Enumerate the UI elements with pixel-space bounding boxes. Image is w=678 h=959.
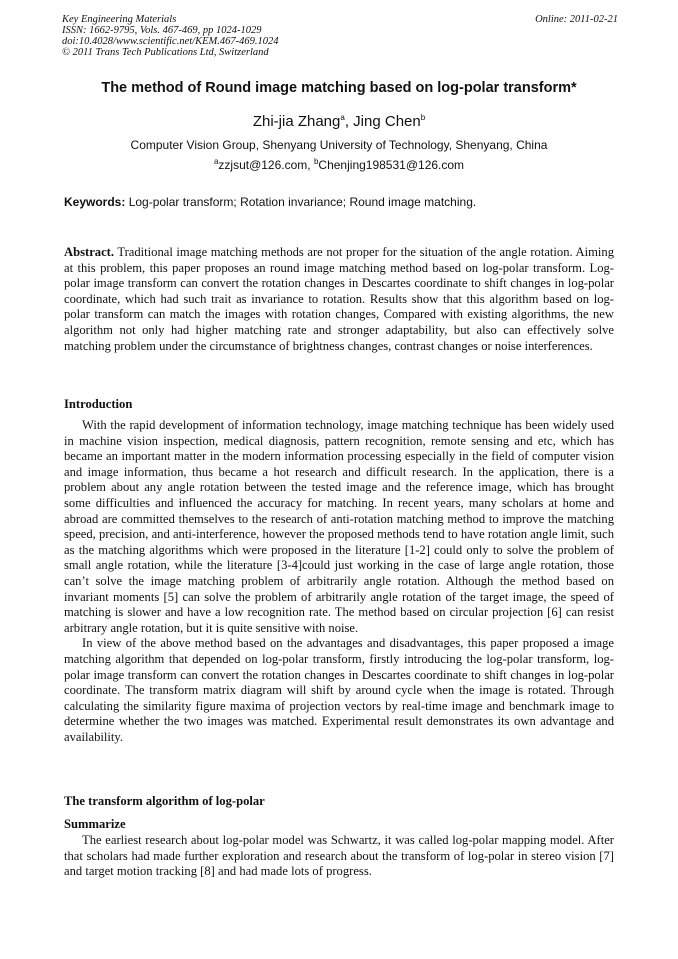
section-heading: The transform algorithm of log-polar — [64, 794, 265, 808]
affiliation: Computer Vision Group, Shenyang University of Technology, Shenyang, China — [130, 138, 548, 152]
running-header — [62, 14, 618, 58]
paper-title: The method of Round image matching based on log-polar transform* — [101, 80, 577, 96]
author-name: Jing Chen — [353, 113, 421, 130]
keywords-text: Log-polar transform; Rotation invariance; Round image matching. — [125, 195, 477, 209]
email-mark: b — [313, 157, 319, 166]
paragraph: The earliest research about log-polar model was Schwartz, it was called log-polar mapping model. After that scholars had made further exploration and research about the transform of log-polar in stereo vision [7] and target motion tracking [8] and had made lots of progress. — [64, 833, 614, 879]
abstract — [64, 245, 614, 354]
email-line — [40, 158, 638, 172]
section-heading: Introduction — [64, 397, 133, 411]
paragraph: In view of the above method based on the advantages and disadvantages, this paper proposed a image matching algorithm that depended on log-polar transform, firstly introducing the log-polar transform, log-polar image transform can convert the rotation changes in Descartes coordinate to shift changes in log-polar coordinate. The transform matrix diagram will shift by around cycle when the image is rotated. Through calculating the similarity figure maxima of projection vectors by real-time image and benchmark image to determine whether the two images was matched. Experimental result demonstrates its own advantage and availability. — [64, 636, 614, 744]
doi-line: doi:10.4028/www.scientific.net/KEM.467-469.1024 — [62, 36, 279, 47]
issn-line: ISSN: 1662-9795, Vols. 467-469, pp 1024-1029 — [62, 25, 262, 36]
email-mark: a — [213, 157, 219, 166]
email-link[interactable]: Chenjing198531@126.com — [318, 158, 465, 172]
author-name: Zhi-jia Zhang — [252, 113, 341, 130]
keywords — [64, 195, 620, 209]
paragraph: With the rapid development of information technology, image matching technique has been widely used in machine vision inspection, medical diagnosis, pattern recognition, remote sensing and etc, which has became an important matter in the modern information processing especially in the field of computer vision and image information, thus became a hot research and difficult research. In the application, there is a problem about any angle rotation between the tested image and the reference image, which has brought some difficulties and influenced the accuracy for matching. In recent years, many scholars at home and abroad are committed themselves to the research of anti-rotation matching method to improve the matching speed, precision, and anti-interference, however the proposed methods tend to have rotation angle limit, such as the matching algorithms which were proposed in the literature [1-2] could only to solve the problem of small angle rotation, while the literature [3-4]could just working in the case of large angle rotation, those can’t solve the image matching problem of arbitrarily angle rotation. Although the method based on invariant moments [5] can solve the problem of arbitrarily angle rotation of the target image, the speed of matching is slower and have a low recognition rate. The method based on circular projection [6] can resist arbitrary angle rotation, but it is quite sensitive with noise. — [64, 418, 614, 635]
keywords-label: Keywords: — [64, 195, 126, 209]
affiliation-mark: a — [340, 113, 345, 122]
introduction-body — [64, 418, 614, 745]
abstract-label: Abstract. — [64, 245, 115, 259]
copyright-line: © 2011 Trans Tech Publications Ltd, Switzerland — [62, 47, 269, 58]
subsection-heading: Summarize — [64, 817, 126, 831]
summarize-body — [64, 833, 614, 880]
email-link[interactable]: zzjsut@126.com, — [218, 158, 314, 172]
author-line — [40, 113, 638, 130]
abstract-text: Traditional image matching methods are not proper for the situation of the angle rotation. Aiming at this problem, this paper proposes an round image matching method based on log-polar transform. Log-polar image transform can convert the rotation changes in Descartes coordinate to shift changes in log-polar coordinate, which had such trait as invariance to rotation. Results show that this algorithm based on log-polar transform can match the images with rotation changes, Compared with existing algorithms, the new algorithm not only had higher matching rate and stronger adaptability, but also can effectively solve matching problem under the circumstance of brightness changes, contrast changes or noise interferences. — [64, 245, 614, 353]
online-date: Online: 2011-02-21 — [535, 14, 618, 25]
author-separator: , — [344, 113, 354, 130]
affiliation-mark: b — [420, 113, 426, 122]
journal-name: Key Engineering Materials — [62, 14, 177, 25]
